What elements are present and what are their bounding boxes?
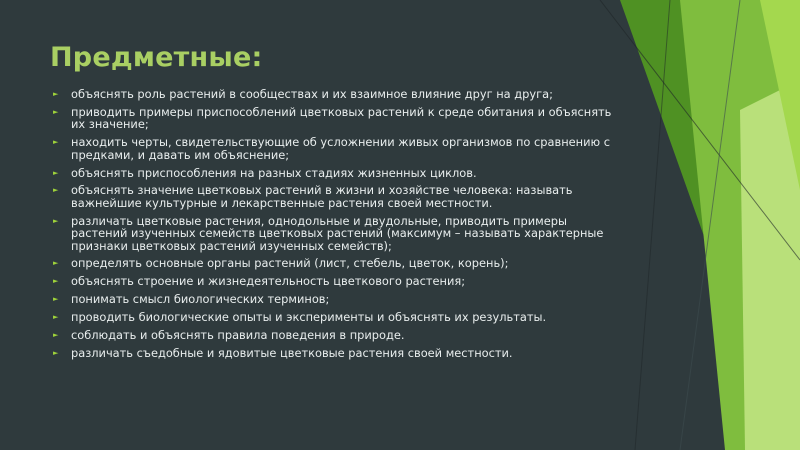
bullet-item: ► различать съедобные и ядовитые цветковые растения своей местности. [53,347,613,359]
bullet-item: ► объяснять приспособления на разных стадиях жизненных циклов. [53,167,613,179]
bullet-list [53,88,613,365]
bullet-item: ► объяснять строение и жизнедеятельность цветкового растения; [53,275,613,287]
bullet-item: ► определять основные органы растений (лист, стебель, цветок, корень); [53,257,613,269]
bullet-item: ► объяснять значение цветковых растений в жизни и хозяйстве человека: называть важнейшие культурные и лекарственные растения своей местности. [53,184,613,209]
bullet-item: ► приводить примеры приспособлений цветковых растений к среде обитания и объяснять их значение; [53,106,613,131]
bullet-item: ► понимать смысл биологических терминов; [53,293,613,305]
bullet-item: ► соблюдать и объяснять правила поведения в природе. [53,329,613,341]
bullet-item: ► объяснять роль растений в сообществах и их взаимное влияние друг на друга; [53,88,613,100]
slide-title: Предметные: [50,42,263,73]
bullet-item: ► находить черты, свидетельствующие об усложнении живых организмов по сравнению с предками, и давать им объяснение; [53,136,613,161]
bullet-item: ► различать цветковые растения, однодольные и двудольные, приводить примеры растений изученных семейств цветковых растений (максимум – называть характерные признаки цветковых растений изученных семейств); [53,215,613,252]
bullet-item: ► проводить биологические опыты и эксперименты и объяснять их результаты. [53,311,613,323]
